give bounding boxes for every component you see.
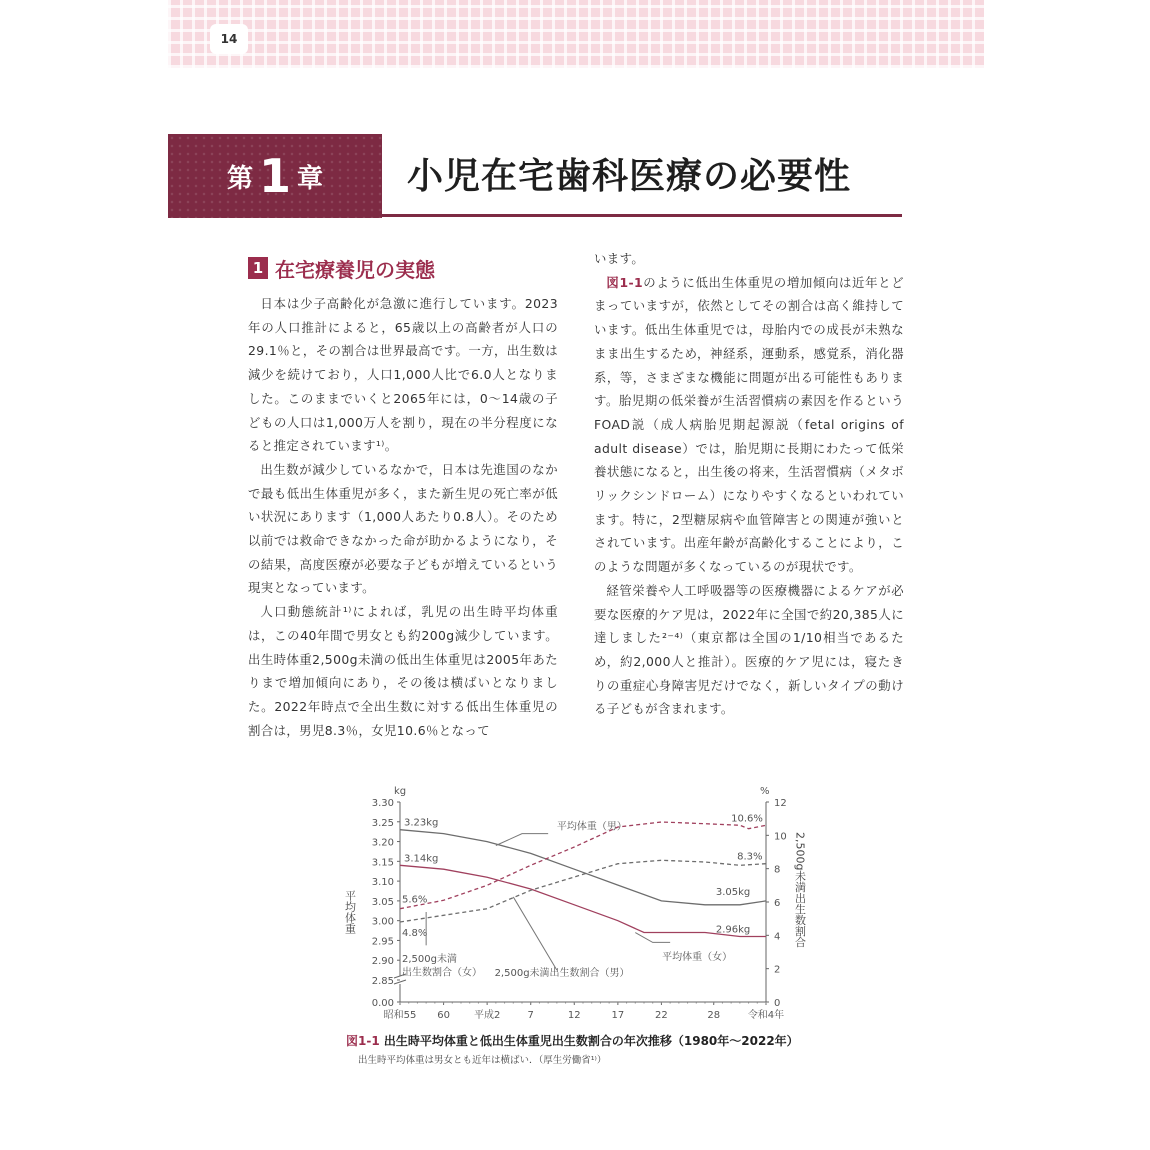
data-label: 3.05kg [715, 886, 751, 898]
chapter-prefix: 第 [226, 163, 253, 194]
series-line [400, 860, 766, 922]
right-tick-label: 8 [774, 864, 781, 876]
series-line [400, 822, 766, 909]
x-tick-label: 令和4年 [747, 1010, 785, 1021]
series-line [400, 830, 766, 905]
left-column [248, 292, 558, 742]
data-label: 5.6% [402, 894, 428, 906]
x-tick-label: 60 [437, 1010, 450, 1021]
series-line [400, 865, 766, 936]
left-tick-label: 3.25 [371, 817, 394, 829]
paragraph: 人口動態統計¹⁾によれば，乳児の出生時平均体重は，この40年間で男女とも約200g減少しています。出生時体重2,500g未満の低出生体重児は2005年あたりまで増加傾向にあり，その後は横ばいとなりました。2022年時点で全出生数に対する低出生体重児の割合は，男児8.3％，女児10.6％となって [248, 604, 558, 738]
data-label: 3.14kg [404, 853, 439, 865]
x-tick-label: 平成2 [473, 1010, 501, 1021]
chapter-suffix: 章 [297, 163, 324, 194]
x-tick-label: 22 [655, 1010, 668, 1021]
callout-line [635, 933, 670, 943]
data-label: 3.23kg [404, 817, 439, 829]
left-tick-label: 3.10 [371, 877, 394, 889]
data-label: 10.6% [731, 813, 763, 825]
right-tick-label: 4 [774, 931, 781, 943]
right-tick-label: 10 [774, 831, 787, 843]
callout-line [496, 834, 548, 846]
right-tick-label: 0 [774, 998, 781, 1009]
caption-mark: 図1-1 [346, 1034, 380, 1048]
data-label: 4.8% [402, 928, 428, 939]
series-label: 2,500g未満 [402, 954, 457, 965]
series-label: 平均体重（女） [662, 952, 733, 964]
figure-reference: 図1-1 [606, 274, 644, 290]
page-number: 14 [210, 24, 248, 54]
figure-caption [346, 1032, 799, 1049]
left-tick-label: 3.20 [371, 837, 394, 849]
right-tick-label: 2 [774, 964, 781, 976]
x-tick-label: 17 [611, 1010, 625, 1021]
chapter-rule [382, 214, 902, 217]
paragraph [594, 271, 904, 579]
section-number: 1 [248, 257, 268, 279]
left-axis-label: 平均体重 [343, 890, 357, 934]
paragraph-text: のように低出生体重児の増加傾向は近年とどまっていますが，依然としてその割合は高く維持しています。低出生体重児では，母胎内での成長が未熟なまま出生するため，神経系，運動系，感覚系，消化器系，等，さまざまな機能に問題が出る可能性もあります。胎児期の低栄養が生活習慣病の素因を作るというFOAD説（成人病胎児期起源説（fetal origins of adult disease）では，胎児期に長期にわたって低栄養状態になると，出生後の将来，生活習慣病（メタボリックシンドローム）になりやすくなるといわれています。特に，2型糖尿病や血管障害との関連が強いとされています。出産年齢が高齢化することにより，このような問題が多くなっているのが現状です。 [594, 274, 904, 575]
caption-text: 出生時平均体重と低出生体重児出生数割合の年次推移（1980年〜2022年） [383, 1034, 799, 1048]
right-column [594, 247, 904, 721]
left-tick-label: 2.85 [371, 976, 394, 987]
right-axis-label: 2,500g未満出生数割合 [793, 832, 807, 948]
left-tick-label: 3.30 [371, 798, 394, 809]
figure-chart [340, 780, 820, 1040]
data-label: 2.96kg [715, 924, 751, 936]
callout-line [513, 897, 557, 970]
right-tick-label: 12 [774, 798, 787, 809]
caption-note: 出生時平均体重は男女とも近年は横ばい．（厚生労働省¹⁾） [358, 1055, 607, 1066]
left-tick-label: 3.05 [371, 896, 394, 908]
x-tick-label: 12 [567, 1010, 581, 1021]
chapter-number-box [168, 134, 382, 218]
x-tick-label: 28 [707, 1010, 721, 1021]
section-title: 在宅療養児の実態 [275, 258, 435, 282]
series-label: 出生数割合（女） [402, 967, 482, 979]
right-axis-unit: % [760, 786, 770, 797]
right-tick-label: 6 [774, 898, 781, 909]
chapter-number: 1 [258, 149, 291, 203]
paragraph: います。 [594, 251, 645, 266]
x-tick-label: 昭和55 [383, 1010, 417, 1021]
left-tick-label: 3.00 [371, 916, 394, 928]
paragraph: 経管栄養や人工呼吸器等の医療機器によるケアが必要な医療的ケア児は，2022年に全国で約20,385人に達しました²⁻⁴⁾（東京都は全国の1/10相当であるため，約2,000人と推計）。医療的ケア児には，寝たきりの重症心身障害児だけでなく，新しいタイプの動ける子どもが含まれます。 [594, 582, 904, 717]
x-tick-label: 7 [527, 1010, 534, 1021]
left-tick-label: 0.00 [371, 998, 394, 1009]
header-band [168, 0, 984, 68]
series-label: 2,500g未満出生数割合（男） [494, 968, 630, 980]
left-axis-unit: kg [394, 786, 407, 797]
data-label: 8.3% [737, 851, 763, 863]
paragraph: 出生数が減少しているなかで，日本は先進国のなかで最も低出生体重児が多く，また新生児の死亡率が低い状況にあります（1,000人あたり0.8人）。そのため以前では救命できなかった命が助かるようになり，その結果，高度医療が必要な子どもが増えているという現実となっています。 [248, 461, 558, 596]
left-tick-label: 3.15 [371, 857, 394, 869]
chapter-title: 小児在宅歯科医療の必要性 [407, 156, 852, 197]
left-tick-label: 2.90 [371, 956, 394, 968]
series-label: 平均体重（男） [556, 821, 627, 833]
paragraph: 日本は少子高齢化が急激に進行しています。2023年の人口推計によると，65歳以上の高齢者が人口の29.1％と，その割合は世界最高です。一方，出生数は減少を続けており，人口1,000人比で6.0人となりました。このままでいくと2065年には，0〜14歳の子どもの人口は1,000万人を割り，現在の半分程度になると推定されています¹⁾。 [248, 296, 558, 454]
line-chart [340, 780, 820, 1040]
left-tick-label: 2.95 [371, 936, 394, 948]
